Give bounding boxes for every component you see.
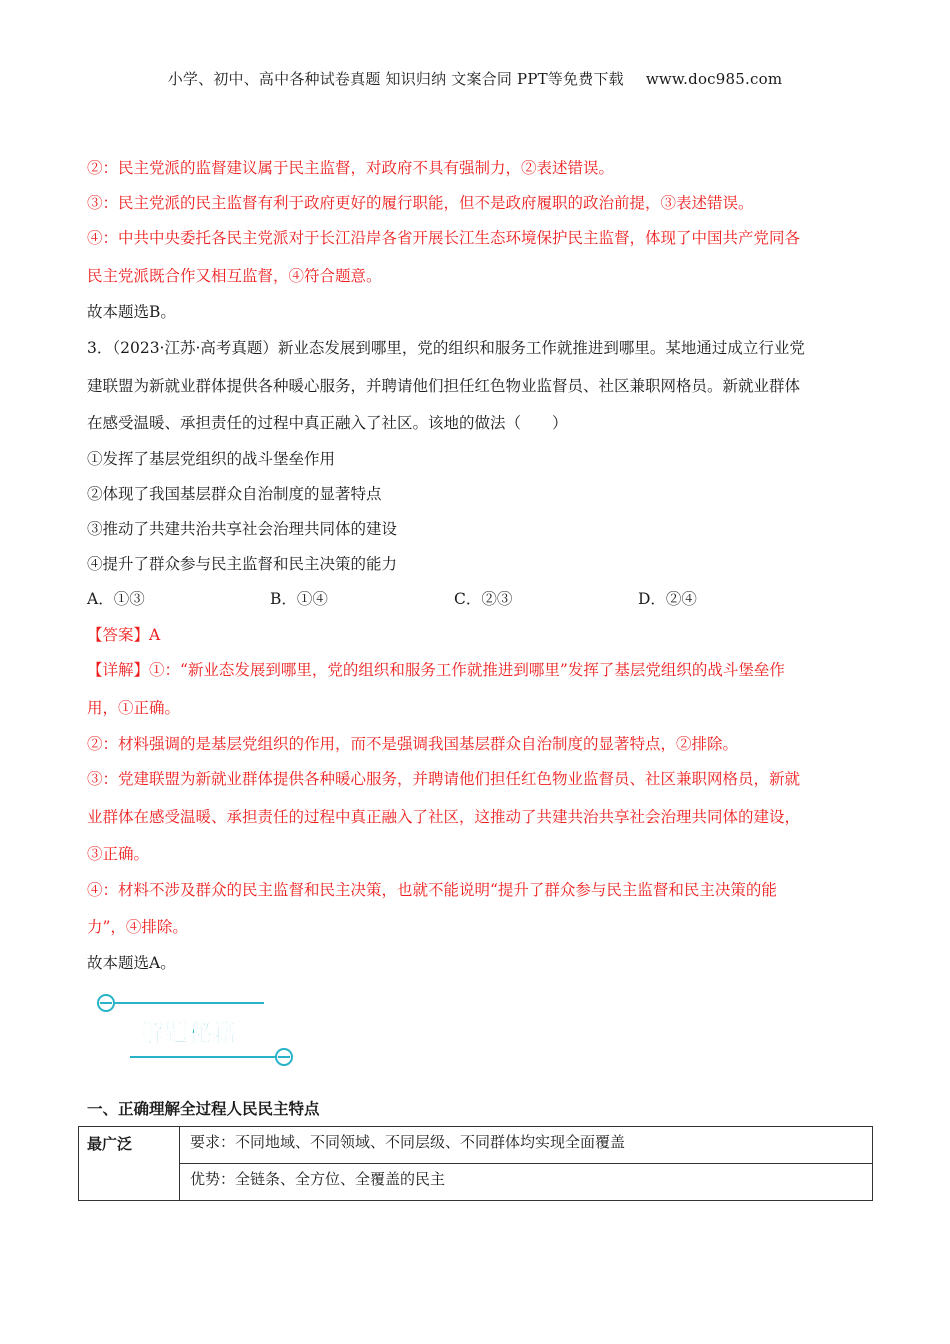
prev-explanation-line: ④：中共中央委托各民主党派对于长江沿岸各省开展长江生态环境保护民主监督，体现了中国共产党同各 bbox=[87, 229, 801, 247]
explanation-line: 力”，④排除。 bbox=[87, 918, 188, 936]
section-heading: 一、正确理解全过程人民民主特点 bbox=[87, 1100, 320, 1118]
feature-table bbox=[78, 1126, 873, 1201]
table-label-cell: 最广泛 bbox=[79, 1127, 180, 1201]
option-b: B．①④ bbox=[270, 590, 328, 608]
prev-explanation-line: 民主党派既合作又相互监督，④符合题意。 bbox=[87, 267, 382, 285]
table-cell: 要求：不同地域、不同领域、不同层级、不同群体均实现全面覆盖 bbox=[180, 1127, 873, 1164]
option-a: A．①③ bbox=[87, 590, 145, 608]
explanation-line: ③正确。 bbox=[87, 845, 150, 863]
question-stem-line: 建联盟为新就业群体提供各种暖心服务，并聘请他们担任红色物业监督员、社区兼职网格员。新就业群体 bbox=[87, 377, 801, 395]
table-cell: 优势：全链条、全方位、全覆盖的民主 bbox=[180, 1164, 873, 1201]
solution-tips-badge bbox=[92, 990, 302, 1070]
table-row bbox=[79, 1164, 873, 1201]
conclusion: 故本题选A。 bbox=[87, 954, 176, 972]
question-statement: ④提升了群众参与民主监督和民主决策的能力 bbox=[87, 555, 398, 573]
answer-line: 【答案】A bbox=[87, 626, 161, 644]
prev-explanation-line: ②：民主党派的监督建议属于民主监督，对政府不具有强制力，②表述错误。 bbox=[87, 159, 615, 177]
explanation-line: ④：材料不涉及群众的民主监督和民主决策，也就不能说明“提升了群众参与民主监督和民主决策的能 bbox=[87, 881, 777, 899]
badge-title: 解题秘籍 bbox=[140, 1019, 236, 1047]
explanation-line: ③：党建联盟为新就业群体提供各种暖心服务，并聘请他们担任红色物业监督员、社区兼职网格员，新就 bbox=[87, 770, 801, 788]
explanation-line: ②：材料强调的是基层党组织的作用，而不是强调我国基层群众自治制度的显著特点，②排除。 bbox=[87, 735, 739, 753]
question-statement: ③推动了共建共治共享社会治理共同体的建设 bbox=[87, 520, 398, 538]
option-d: D．②④ bbox=[638, 590, 697, 608]
question-statement: ②体现了我国基层群众自治制度的显著特点 bbox=[87, 485, 382, 503]
prev-explanation-line: ③：民主党派的民主监督有利于政府更好的履行职能，但不是政府履职的政治前提，③表述错误。 bbox=[87, 194, 754, 212]
table-row bbox=[79, 1127, 873, 1164]
header-text: 小学、初中、高中各种试卷真题 知识归纳 文案合同 PPT等免费下载 bbox=[167, 70, 624, 88]
page-header bbox=[0, 68, 950, 89]
explanation-line: 【详解】①：“新业态发展到哪里，党的组织和服务工作就推进到哪里”发挥了基层党组织的战斗堡垒作 bbox=[87, 661, 785, 679]
option-c: C．②③ bbox=[454, 590, 513, 608]
header-url[interactable]: www.doc985.com bbox=[645, 70, 783, 88]
question-stem-line: 3．（2023·江苏·高考真题）新业态发展到哪里，党的组织和服务工作就推进到哪里。某地通过成立行业党 bbox=[87, 339, 805, 357]
question-stem-line: 在感受温暖、承担责任的过程中真正融入了社区。该地的做法（ ） bbox=[87, 414, 568, 432]
explanation-line: 用，①正确。 bbox=[87, 699, 181, 717]
prev-conclusion: 故本题选B。 bbox=[87, 303, 176, 321]
explanation-line: 业群体在感受温暖、承担责任的过程中真正融入了社区，这推动了共建共治共享社会治理共同体的建设， bbox=[87, 808, 801, 826]
question-statement: ①发挥了基层党组织的战斗堡垒作用 bbox=[87, 450, 336, 468]
answer-options bbox=[87, 587, 867, 611]
